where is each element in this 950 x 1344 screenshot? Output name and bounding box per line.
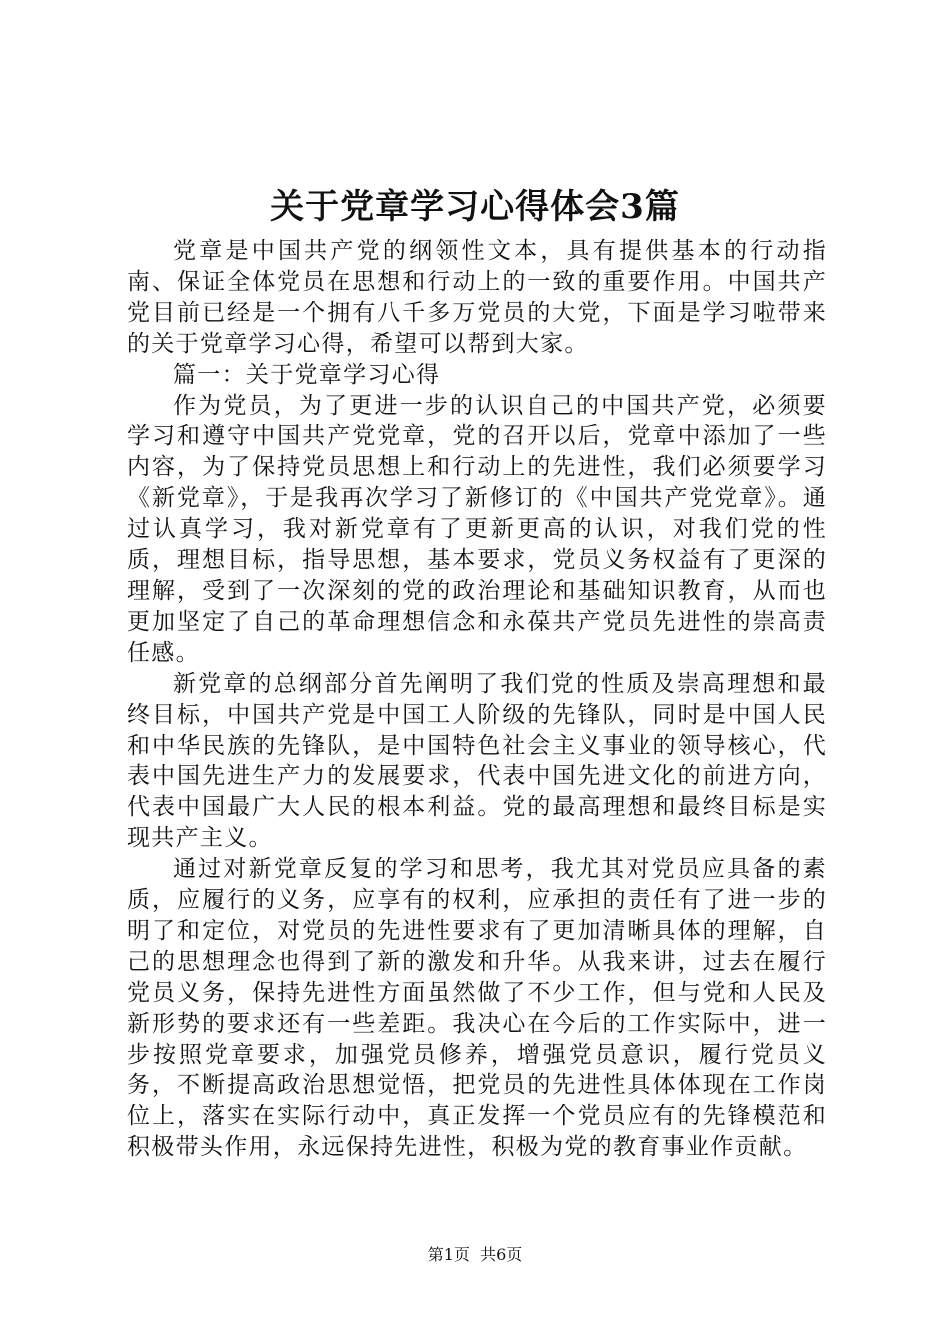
page-footer bbox=[0, 1244, 950, 1266]
document-title: 关于党章学习心得体会3篇 bbox=[270, 187, 680, 227]
document-body bbox=[127, 236, 827, 1163]
body-paragraph: 通过对新党章反复的学习和思考，我尤其对党员应具备的素质，应履行的义务，应享有的权利，应承担的责任有了进一步的明了和定位，对党员的先进性要求有了更加清晰具体的理解，自己的思想理念也得到了新的激发和升华。从我来讲，过去在履行党员义务，保持先进性方面虽然做了不少工作，但与党和人民及新形势的要求还有一些差距。我决心在今后的工作实际中，进一步按照党章要求，加强党员修养，增强党员意识，履行党员义务，不断提高政治思想觉悟，把党员的先进性具体体现在工作岗位上，落实在实际行动中，真正发挥一个党员应有的先锋模范和积极带头作用，永远保持先进性，积极为党的教育事业作贡献。 bbox=[127, 856, 827, 1161]
body-paragraph: 新党章的总纲部分首先阐明了我们党的性质及崇高理想和最终目标，中国共产党是中国工人阶级的先锋队，同时是中国人民和中华民族的先锋队，是中国特色社会主义事业的领导核心，代表中国先进生产力的发展要求，代表中国先进文化的前进方向，代表中国最广大人民的根本利益。党的最高理想和最终目标是实现共产主义。 bbox=[127, 670, 827, 852]
page-number: 第1页 共6页 bbox=[427, 1245, 523, 1264]
body-paragraph: 作为党员，为了更进一步的认识自己的中国共产党，必须要学习和遵守中国共产党党章，党的召开以后，党章中添加了一些内容，为了保持党员思想上和行动上的先进性，我们必须要学习《新党章》，于是我再次学习了新修订的《中国共产党党章》。通过认真学习，我对新党章有了更新更高的认识，对我们党的性质，理想目标，指导思想，基本要求，党员义务权益有了更深的理解，受到了一次深刻的党的政治理论和基础知识教育，从而也更加坚定了自己的革命理想信念和永葆共产党员先进性的崇高责任感。 bbox=[127, 392, 827, 666]
intro-paragraph: 党章是中国共产党的纲领性文本，具有提供基本的行动指南、保证全体党员在思想和行动上的一致的重要作用。中国共产党目前已经是一个拥有八千多万党员的大党，下面是学习啦带来的关于党章学习心得，希望可以帮到大家。 bbox=[127, 238, 827, 357]
section-heading: 篇一：关于党章学习心得 bbox=[173, 361, 441, 388]
